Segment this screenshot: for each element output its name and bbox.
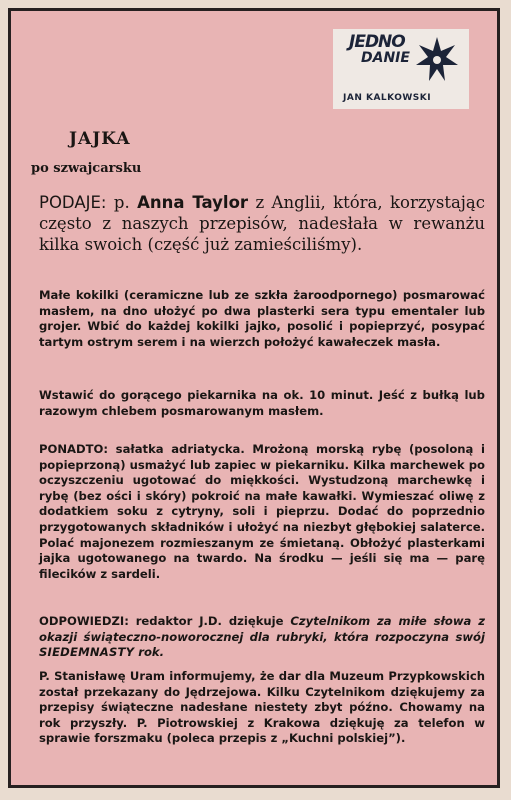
answers-paragraph bbox=[39, 614, 485, 661]
recipe-paragraph: Małe kokilki (ceramiczne lub ze szkła żaroodpornego) posmarować masłem, na dno ułożyć po dwa plasterki sera typu ementaler lub grojer. Wbić do każdej kokilki jajko, posolić i popieprzyć, posypać tartym ostrym serem i na wierzch położyć kawałeczek masła. bbox=[39, 288, 485, 349]
answers-caps: SIEDEMNASTY bbox=[39, 645, 135, 660]
answers-italic: Czytelnikom za miłe słowa z okazji świąteczno-noworocznej dla rubryki, która rozpoczyna swój bbox=[39, 614, 485, 644]
logo-line-1: JEDNO bbox=[349, 32, 405, 52]
article-title: JAJKA bbox=[69, 129, 131, 149]
star-burst-icon bbox=[415, 35, 459, 85]
closing-paragraph: P. Stanisławę Uram informujemy, że dar dla Muzeum Przypkowskich został przekazany do Jędrzejowa. Kilku Czytelnikom dziękujemy za przepisy świąteczne nadesłane niestety zbyt późno. Chowamy na rok przyszły. P. Piotrowskiej z Krakowa dziękuję za telefon w sprawie forszmaku (poleca przepis z „Kuchni polskiej”). bbox=[39, 669, 485, 746]
logo-author: JAN KALKOWSKI bbox=[343, 93, 432, 103]
intro-lead: PODAJE: bbox=[39, 193, 107, 212]
column-logo bbox=[333, 29, 469, 109]
intro-paragraph bbox=[39, 192, 485, 255]
intro-name: Anna Taylor bbox=[137, 193, 249, 212]
clipping-page bbox=[8, 8, 500, 788]
bake-paragraph: Wstawić do gorącego piekarnika na ok. 10 minut. Jeść z bułką lub razowym chlebem posmarowanym masłem. bbox=[39, 388, 485, 418]
intro-text-1: p. bbox=[106, 193, 138, 212]
answers-lead: ODPOWIEDZI: redaktor J.D. dziękuje bbox=[39, 614, 291, 628]
extra-recipe-paragraph: PONADTO: sałatka adriatycka. Mrożoną morską rybę (posoloną i popieprzoną) usmażyć lub zapiec w piekarniku. Kilka marchewek po oczyszczeniu ugotować do miękkości. Wystudzoną marchewkę i rybę (bez ości i skóry) pokroić na małe kawałki. Wymieszać oliwę z dodatkiem soku z cytryny, soli i pieprzu. Dodać do poprzednio przygotowanych składników i ułożyć na niezbyt głębokiej salaterce. Polać majonezem rozmieszanym ze śmietaną. Obłożyć plasterkami jajka ugotowanego na twardo. Na środku — jeśli się ma — parę filecików z sardeli. bbox=[39, 442, 485, 581]
intro-text-2: z Anglii, która, korzystając często z naszych przepisów, nadesłała w rewanżu kilka swoich (część już zamieściliśmy). bbox=[39, 193, 486, 254]
article-subtitle: po szwajcarsku bbox=[31, 161, 142, 176]
logo-line-2: DANIE bbox=[361, 50, 410, 66]
answers-end: rok. bbox=[134, 645, 165, 660]
